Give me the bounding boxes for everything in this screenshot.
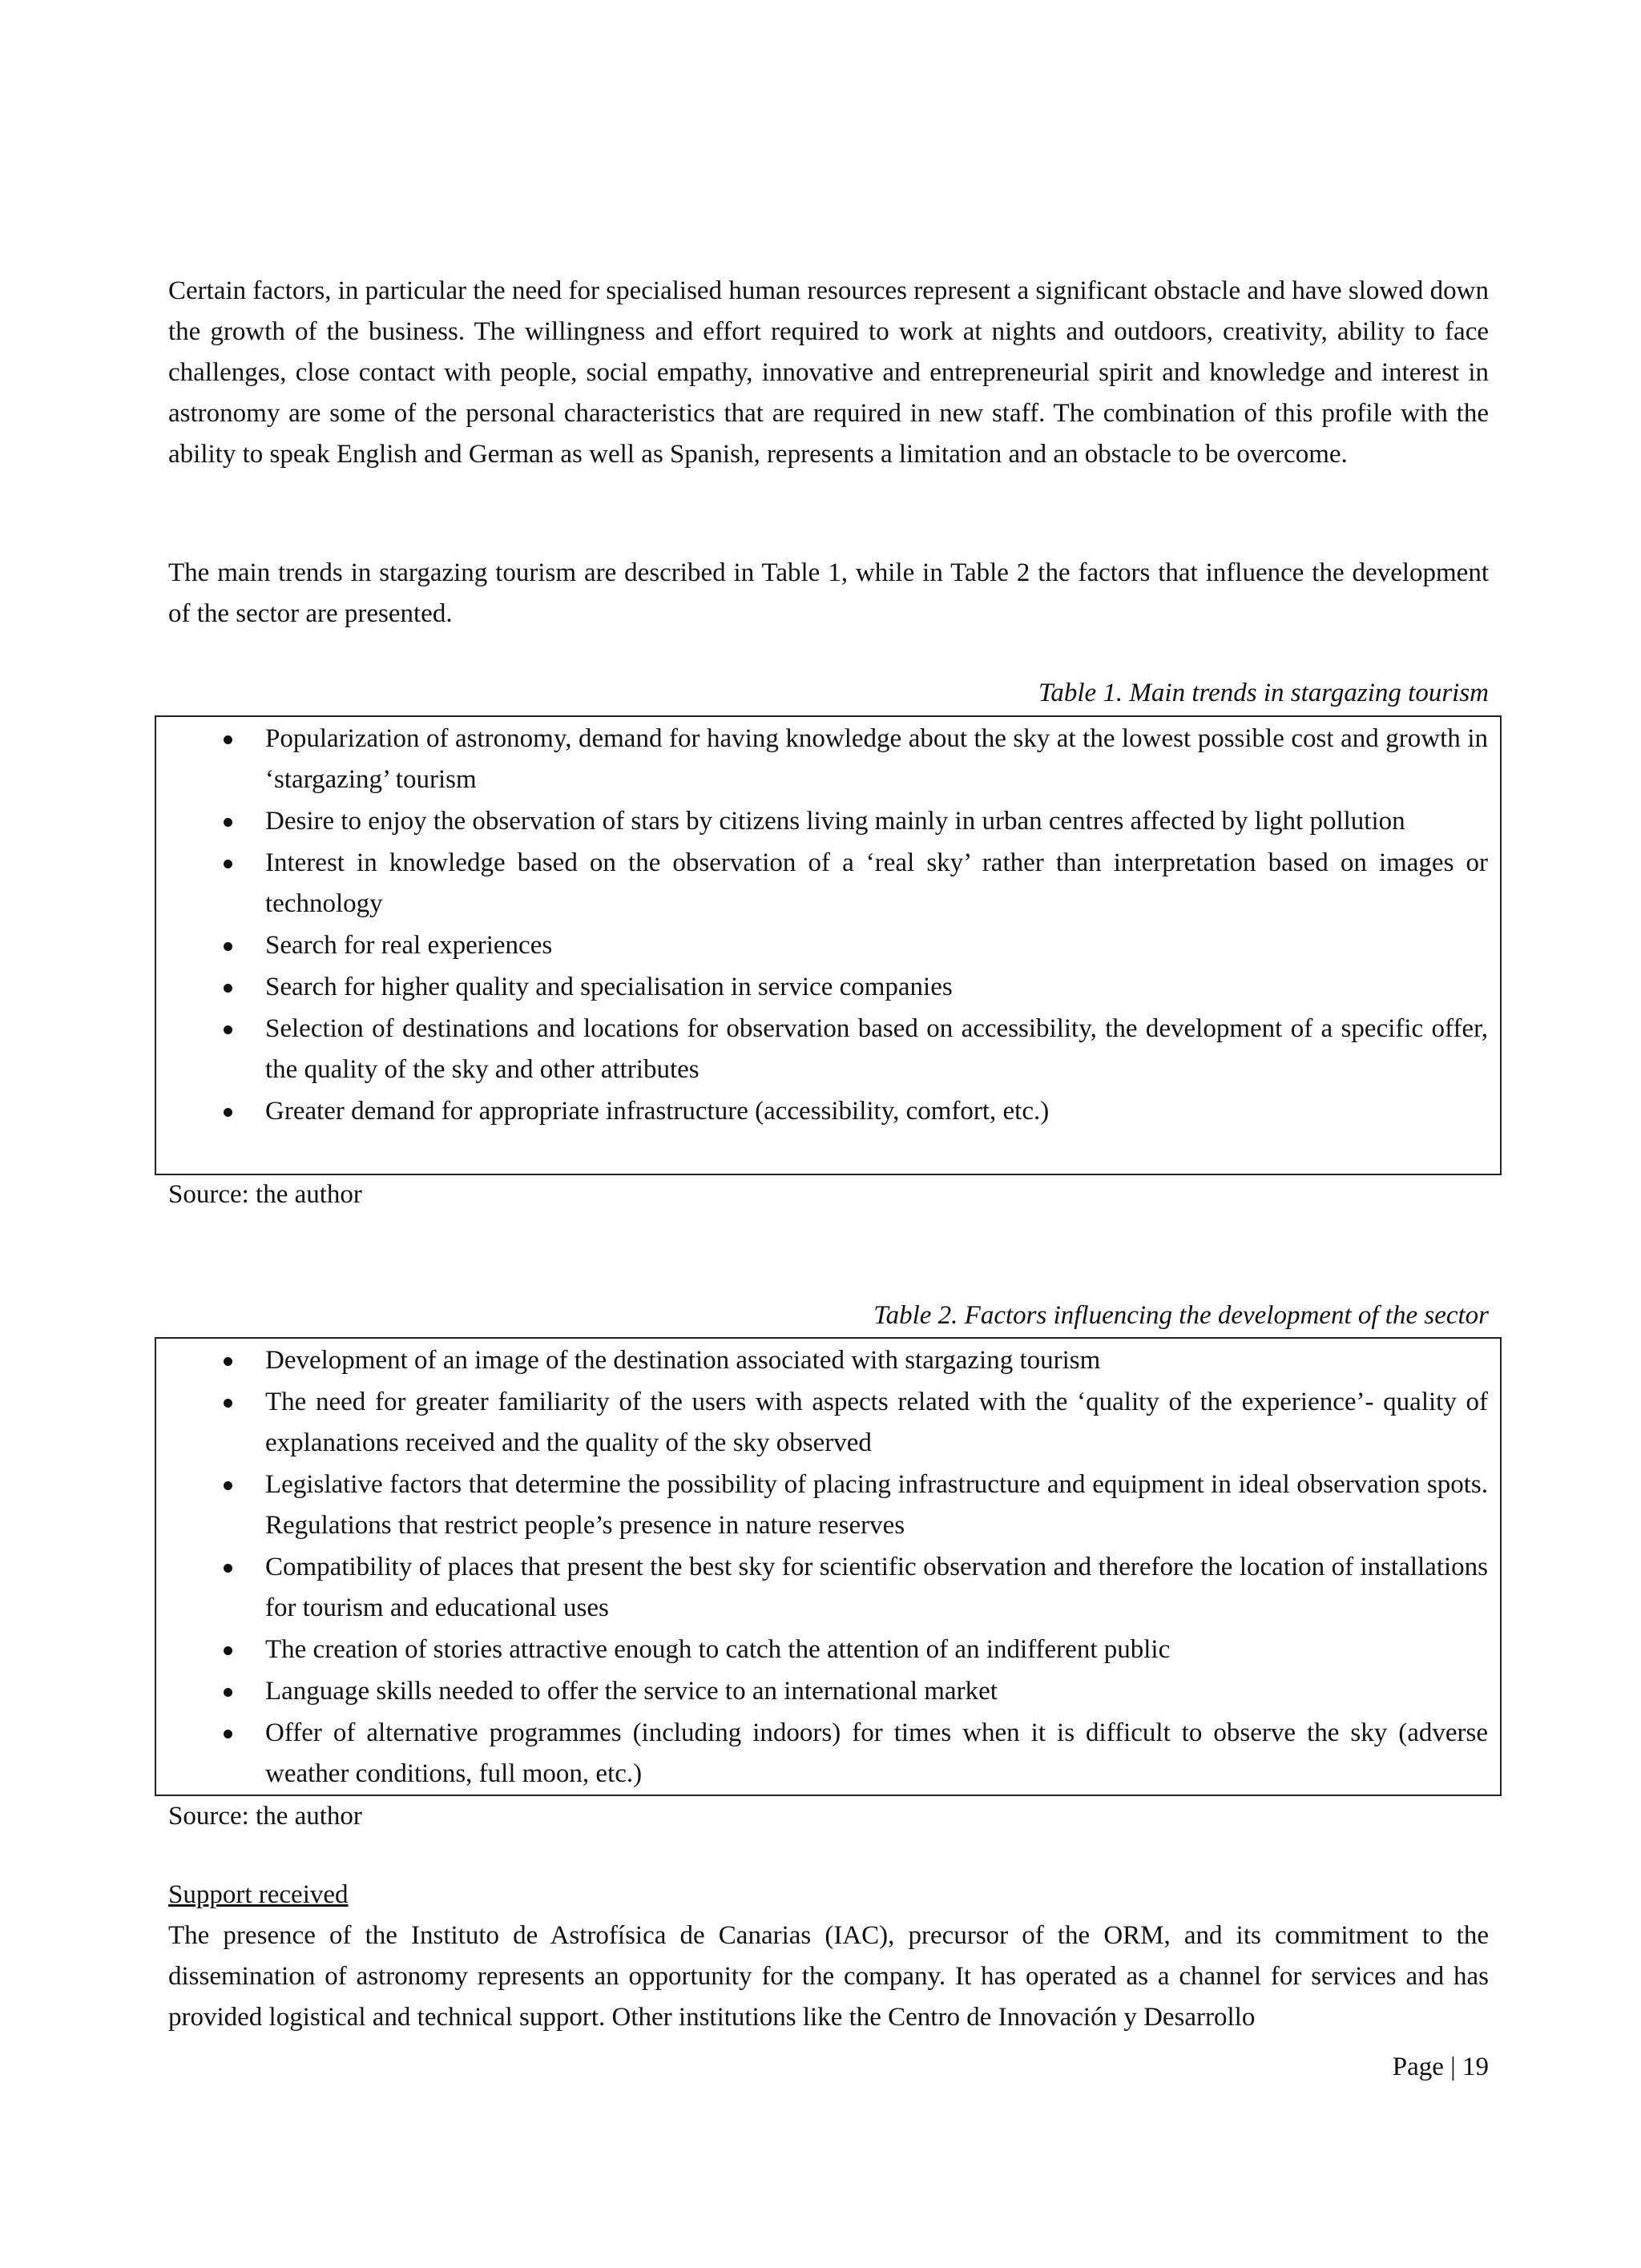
bullet-icon [224,1688,232,1697]
table2-item-text: The creation of stories attractive enough to catch the attention of an indifferent public [265,1635,1171,1664]
table2-item-text: Development of an image of the destination associated with stargazing tourism [265,1346,1101,1375]
table2-item-text: Language skills needed to offer the service to an international market [265,1677,998,1706]
bullet-icon [224,1025,232,1034]
table2-source: Source: the author [168,1802,362,1831]
paragraph-tables-intro: The main trends in stargazing tourism are described in Table 1, while in Table 2 the factors that influence the development of the sector are presented. [168,558,1489,628]
table1-item [156,1091,1500,1132]
table1-item [156,719,1500,800]
bullet-icon [224,1399,232,1408]
table2-item-text: Legislative factors that determine the possibility of placing infrastructure and equipment in ideal observation spots. Regulations that restrict people’s presence in nature reserves [265,1470,1488,1540]
bullet-icon [224,1730,232,1738]
table2-item-text: The need for greater familiarity of the users with aspects related with the ‘quality of the experience’- quality of explanations received and the quality of the sky observed [265,1388,1488,1457]
table1-list [156,719,1500,1133]
section-heading-support: Support received [168,1880,349,1909]
table2-item [156,1340,1500,1381]
table1-item-text: Interest in knowledge based on the observation of a ‘real sky’ rather than interpretation based on images or technology [265,848,1488,918]
paragraph-human-resources: Certain factors, in particular the need for specialised human resources represent a significant obstacle and have slowed down the growth of the business. The willingness and effort required to work at nights and outdoors, creativity, ability to face challenges, close contact with people, social empathy, innovative and entrepreneurial spirit and knowledge and interest in astronomy are some of the personal characteristics that are required in new staff. The combination of this profile with the ability to speak English and German as well as Spanish, represents a limitation and an obstacle to be overcome. [168,276,1489,469]
table1-item [156,1009,1500,1090]
bullet-icon [224,942,232,951]
bullet-icon [224,735,232,744]
table1-item [156,843,1500,925]
table1-box [155,715,1502,1175]
table1-item-text: Popularization of astronomy, demand for having knowledge about the sky at the lowest possible cost and growth in ‘stargazing’ tourism [265,724,1488,794]
table2-box [155,1337,1502,1796]
bullet-icon [224,984,232,993]
table1-item-text: Search for real experiences [265,931,553,960]
table1-item-text: Desire to enjoy the observation of stars by citizens living mainly in urban centres affected by light pollution [265,807,1405,836]
paragraph-support: The presence of the Instituto de Astrofísica de Canarias (IAC), precursor of the ORM, and its commitment to the dissemination of astronomy represents an opportunity for the company. It has operated as a channel for services and has provided logistical and technical support. Other institutions like the Centro de Innovación y Desarrollo [168,1921,1489,2032]
table2-item [156,1382,1500,1464]
table2-caption: Table 2. Factors influencing the development of the sector [873,1301,1489,1330]
bullet-icon [224,1108,232,1117]
table2-item [156,1547,1500,1629]
table1-item-text: Greater demand for appropriate infrastructure (accessibility, comfort, etc.) [265,1097,1050,1126]
table2-item-text: Offer of alternative programmes (including indoors) for times when it is difficult to observe the sky (adverse weather conditions, full moon, etc.) [265,1718,1488,1788]
bullet-icon [224,1481,232,1490]
page-number: Page | 19 [1392,2052,1489,2081]
table2-item [156,1713,1500,1795]
bullet-icon [224,1646,232,1655]
table2-item [156,1671,1500,1712]
table1-item [156,925,1500,966]
table1-source: Source: the author [168,1180,362,1209]
bullet-icon [224,860,232,868]
table2-list [156,1340,1500,1795]
bullet-icon [224,1564,232,1573]
table1-item-text: Search for higher quality and specialisation in service companies [265,973,953,1001]
bullet-icon [224,1357,232,1366]
table2-item [156,1629,1500,1670]
table1-item [156,801,1500,842]
table2-item [156,1464,1500,1546]
bullet-icon [224,818,232,827]
document-page [168,0,1489,2268]
table1-item [156,967,1500,1008]
table1-caption: Table 1. Main trends in stargazing tourism [1038,679,1489,707]
table1-item-text: Selection of destinations and locations for observation based on accessibility, the development of a specific offer, the quality of the sky and other attributes [265,1014,1488,1084]
table2-item-text: Compatibility of places that present the best sky for scientific observation and therefore the location of installations for tourism and educational uses [265,1553,1488,1622]
